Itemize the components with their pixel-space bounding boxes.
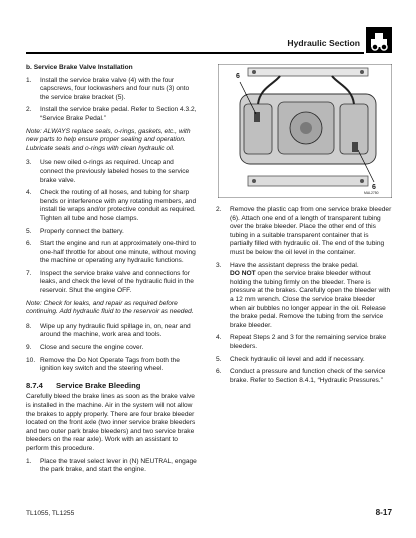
figure-id: MAL2750 bbox=[364, 191, 379, 195]
machine-icon bbox=[366, 27, 392, 53]
step-number: 10. bbox=[26, 356, 36, 364]
section-heading-bleeding bbox=[26, 382, 198, 391]
list-item bbox=[216, 368, 392, 385]
step-number: 3. bbox=[26, 159, 32, 167]
step-text: Conduct a pressure and function check of the service brake. Refer to Section 8.4.1, “Hydraulic Pressures.” bbox=[230, 368, 386, 384]
step-number: 1. bbox=[26, 76, 32, 84]
step-text: Check hydraulic oil level and add if necessary. bbox=[230, 355, 365, 363]
footer-model: TL1055, TL1255 bbox=[26, 510, 75, 517]
step-number: 4. bbox=[26, 189, 32, 197]
section-title: Hydraulic Section bbox=[287, 38, 360, 48]
step-text: Inspect the service brake valve and connections for leaks, and check the level of the hydraulic fluid in the reservoir. Shut the engine OFF. bbox=[40, 269, 194, 295]
step-number: 6. bbox=[216, 368, 222, 376]
page-number: 8-17 bbox=[375, 508, 392, 517]
list-item bbox=[26, 106, 198, 123]
section-heading-text: Service Brake Bleeding bbox=[56, 380, 141, 390]
step-text: Place the travel select lever in (N) NEUTRAL, engage the park brake, and start the engine. bbox=[40, 457, 197, 474]
list-item bbox=[26, 240, 198, 266]
step-number: 2. bbox=[26, 106, 32, 114]
step-text: Use new oiled o-rings as required. Uncap and connect the previously labeled hoses to the service brake valve. bbox=[40, 159, 190, 184]
list-item bbox=[26, 323, 198, 340]
header-rule bbox=[26, 52, 364, 54]
do-not-warning: DO NOT bbox=[230, 270, 256, 278]
right-column bbox=[216, 206, 392, 389]
step-number: 8. bbox=[26, 322, 32, 330]
step-text: Install the service brake pedal. Refer to Section 4.3.2, “Service Brake Pedal.” bbox=[40, 106, 197, 122]
left-column bbox=[26, 64, 198, 479]
list-item bbox=[26, 344, 198, 353]
bleeding-intro: Carefully bleed the brake lines as soon as the brake valve is installed in the machine. Air in the system will not allow the brakes to apply properly. There are four brake bleeder located on the front axle (two inner service brake bleeders and two outer park brake bleeders) and two service brake bleeders on the rear axle). Work with an assistant to perform this procedure. bbox=[26, 393, 196, 452]
step-right-2: 2. Remove the plastic cap from one service brake bleeder (6). Attach one end of a length of transparent tubing over the brake bleeder. Place the other end of this tubing in a suitable transparent container that is partially filled with hydraulic oil. The end of the tubing must be below the oil level in the container. bbox=[216, 206, 392, 256]
step-text: Install the service brake valve (4) with the four capscrews, four lockwashers and four nuts (3) onto the service brake bracket (5). bbox=[40, 76, 190, 101]
list-item bbox=[216, 334, 392, 351]
steps-list-right bbox=[216, 334, 392, 385]
step-right-3: 3. Have the assistant depress the brake pedal. DO NOT open the service brake bleeder without holding the tubing firmly on the bleeder. There is pressure at the brakes. Carefully open the bleeder with a 12 mm wrench. Close the service brake bleeder when air bubbles no longer appear in the oil. Release the brake pedal. Remove the tubing from the service brake bleeder. bbox=[216, 261, 391, 329]
step-number: 4. bbox=[216, 334, 222, 342]
steps-list-d bbox=[26, 458, 198, 475]
note-seals: Note: ALWAYS replace seals, o-rings, gaskets, etc., with new parts to help ensure proper sealing and operation. Lubricate seals and o-rings with clean hydraulic oil. bbox=[26, 127, 191, 152]
list-item bbox=[26, 77, 198, 103]
step-text: Start the engine and run at approximately one-third to one-half throttle for about one minute, without moving the machine or operating any hydraulic functions. bbox=[40, 240, 197, 265]
step-number: 7. bbox=[26, 269, 32, 277]
step-number: 5. bbox=[216, 355, 222, 363]
step-text: Close and secure the engine cover. bbox=[40, 344, 144, 352]
step-number: 6. bbox=[26, 240, 32, 248]
steps-list-c bbox=[26, 323, 198, 374]
callout-6-top: 6 bbox=[236, 73, 240, 80]
step-number: 1. bbox=[26, 457, 32, 465]
list-item bbox=[26, 357, 198, 374]
subheading-installation: b. Service Brake Valve Installation bbox=[26, 64, 133, 71]
note-leaks: Note: Check for leaks, and repair as required before continuing. Add hydraulic fluid to the reservoir as needed. bbox=[26, 299, 194, 316]
section-number: 8.7.4 bbox=[26, 380, 43, 390]
step-text: Properly connect the battery. bbox=[40, 227, 124, 235]
callout-6-bottom: 6 bbox=[372, 184, 376, 191]
brake-bleeder-figure bbox=[218, 64, 392, 198]
step-text: Wipe up any hydraulic fluid spillage in, on, near and around the machine, work area and tools. bbox=[40, 322, 191, 339]
list-item bbox=[26, 458, 198, 475]
step-number: 9. bbox=[26, 344, 32, 352]
steps-list-b bbox=[26, 159, 198, 295]
step-text: Remove the Do Not Operate Tags from both the ignition key switch and the steering wheel. bbox=[40, 356, 180, 373]
list-item bbox=[216, 356, 392, 365]
list-item bbox=[26, 228, 198, 237]
list-item bbox=[26, 159, 198, 185]
steps-list-a bbox=[26, 77, 198, 124]
list-item bbox=[26, 270, 198, 296]
step-text: Check the routing of all hoses, and tubing for sharp bends or interference with any rotating members, and install tie wraps and/or protective conduit as required. Tighten all tube and hose clamps. bbox=[40, 189, 197, 222]
list-item bbox=[26, 189, 198, 223]
step-number: 5. bbox=[26, 227, 32, 235]
step-text: Repeat Steps 2 and 3 for the remaining service brake bleeders. bbox=[230, 334, 387, 350]
